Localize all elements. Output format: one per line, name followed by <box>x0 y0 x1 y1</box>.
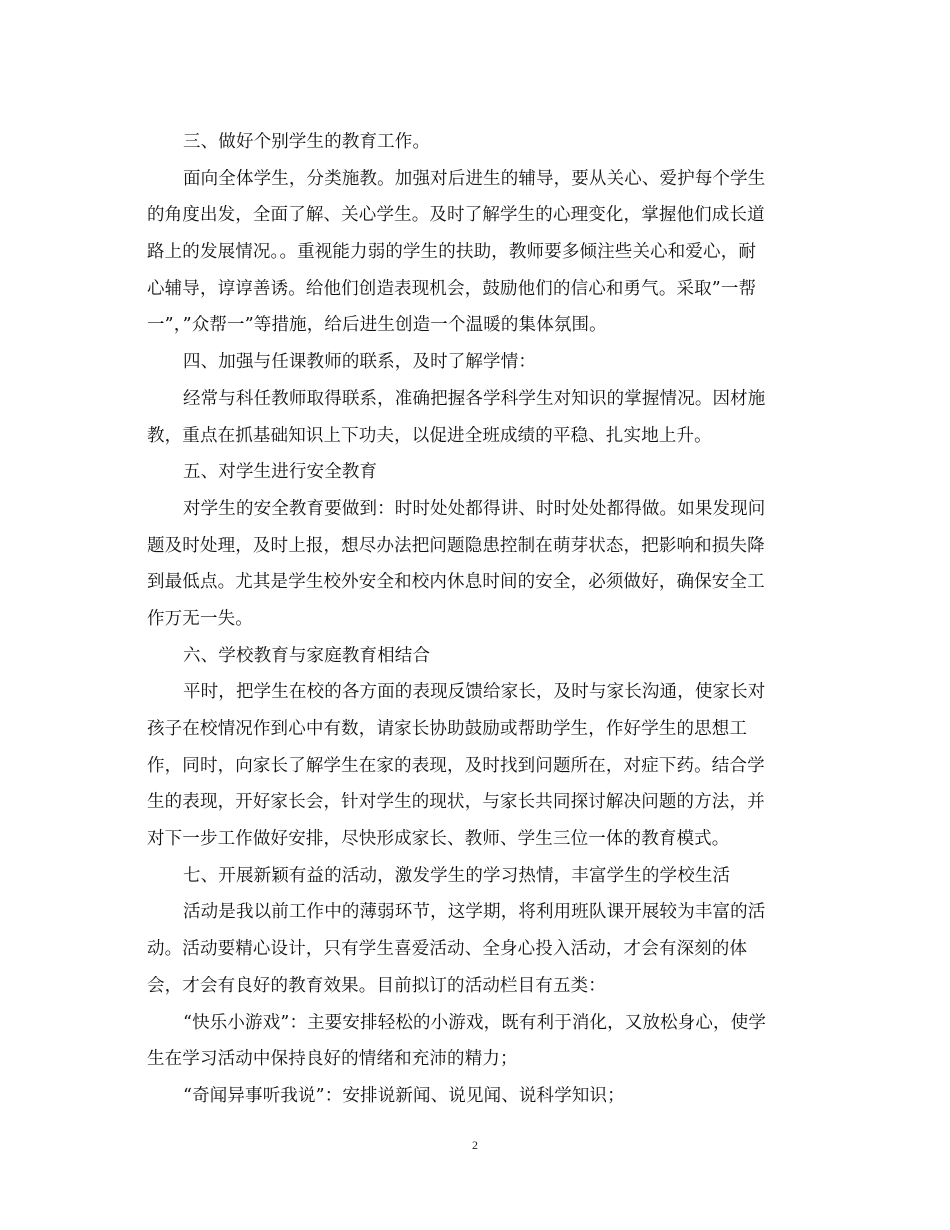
text-line: 四、加强与任课教师的联系，及时了解学情： <box>183 352 536 373</box>
text-line: 作万无一失。 <box>147 608 253 629</box>
text-line: 路上的发展情况。。重视能力弱的学生的扶助，教师要多倾注些关心和爱心，耐 <box>147 242 756 263</box>
text-line: 生在学习活动中保持良好的情绪和充沛的精力； <box>147 1049 518 1070</box>
text-line: 对学生的安全教育要做到：时时处处都得讲、时时处处都得做。如果发现问 <box>183 498 766 519</box>
text-line: 孩子在校情况作到心中有数，请家长协助鼓励或帮助学生，作好学生的思想工 <box>147 719 748 739</box>
text-line: 题及时处理，及时上报，想尽办法把问题隐患控制在萌芽状态，把影响和损失降 <box>147 535 765 556</box>
text-line: “快乐小游戏”：主要安排轻松的小游戏，既有利于消化，又放松身心，使学 <box>183 1012 766 1033</box>
text-line: 心辅导，谆谆善诱。给他们创造表现机会，鼓励他们的信心和勇气。采取”一帮 <box>147 278 757 299</box>
document-body <box>147 124 805 1115</box>
text-line: 平时，把学生在校的各方面的表现反馈给家长，及时与家长沟通，使家长对 <box>183 682 766 703</box>
text-line: 六、学校教育与家庭教育相结合 <box>183 645 431 666</box>
text-line: 生的表现，开好家长会，针对学生的现状，与家长共同探讨解决问题的方法，并 <box>147 792 765 813</box>
text-line: 的角度出发，全面了解、关心学生。及时了解学生的心理变化，掌握他们成长道 <box>147 205 765 226</box>
text-line: “奇闻异事听我说”：安排说新闻、说见闻、说科学知识； <box>183 1085 625 1106</box>
text-line: 动。活动要精心设计，只有学生喜爱活动、全身心投入活动，才会有深刻的体 <box>147 939 748 960</box>
text-line: 作，同时，向家长了解学生在家的表现，及时找到问题所在，对症下药。结合学 <box>147 755 765 776</box>
text-line: 一”，”众帮一”等措施，给后进生创造一个温暖的集体氛围。 <box>147 315 607 336</box>
text-line: 三、做好个别学生的教育工作。 <box>183 132 431 152</box>
text-line: 活动是我以前工作中的薄弱环节，这学期，将利用班队课开展较为丰富的活 <box>183 902 766 923</box>
text-line: 七、开展新颖有益的活动，激发学生的学习热情，丰富学生的学校生活 <box>183 865 731 886</box>
text-line: 会，才会有良好的教育效果。目前拟订的活动栏目有五类： <box>147 975 606 996</box>
text-line: 面向全体学生，分类施教。加强对后进生的辅导，要从关心、爱护每个学生 <box>183 168 766 189</box>
text-line: 教，重点在抓基础知识上下功夫，以促进全班成绩的平稳、扎实地上升。 <box>147 425 712 446</box>
page-number: 2 <box>472 1138 478 1152</box>
text-line: 经常与科任教师取得联系，准确把握各学科学生对知识的掌握情况。因材施 <box>183 388 766 409</box>
text-line: 对下一步工作做好安排，尽快形成家长、教师、学生三位一体的教育模式。 <box>147 829 730 850</box>
text-line: 到最低点。尤其是学生校外安全和校内休息时间的安全，必须做好，确保安全工 <box>147 572 765 593</box>
text-line: 五、对学生进行安全教育 <box>183 462 378 483</box>
